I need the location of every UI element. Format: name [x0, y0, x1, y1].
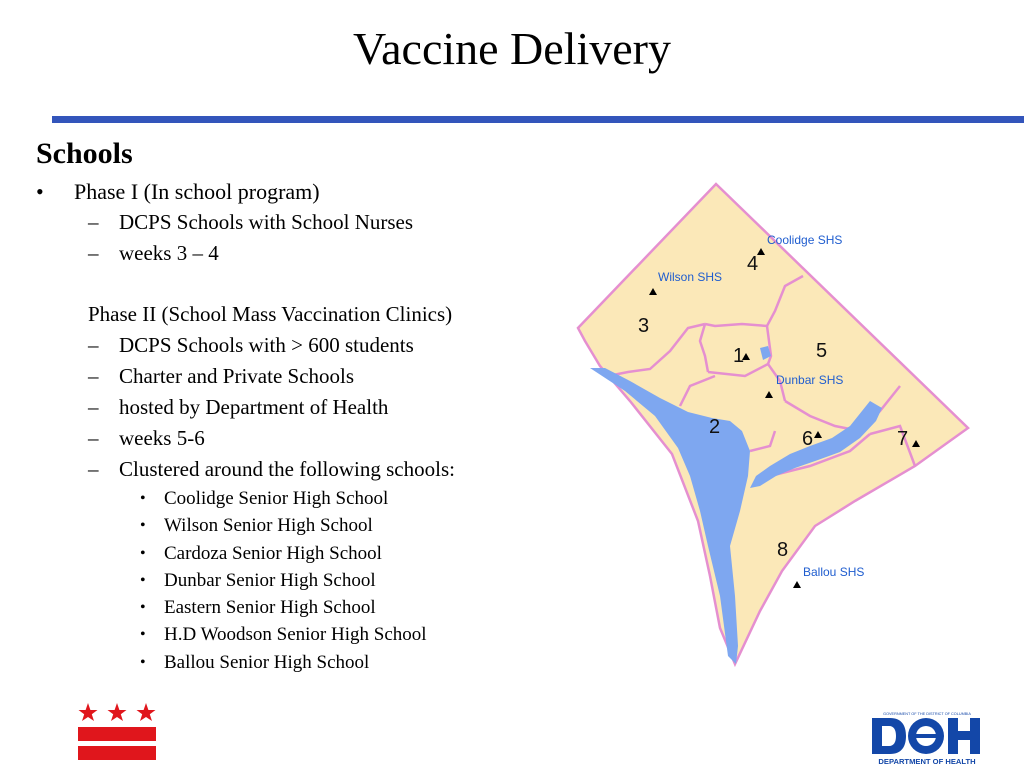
ward-label: 8 — [777, 539, 789, 561]
school-name: Coolidge Senior High School — [164, 488, 389, 509]
ward-label: 6 — [802, 428, 814, 450]
school-map-label: Dunbar SHS — [776, 373, 844, 387]
phase2-subitem-text: Clustered around the following schools: — [119, 457, 455, 481]
dash-mark: – — [88, 457, 99, 481]
phase1-subitem-text: DCPS Schools with School Nurses — [119, 210, 414, 234]
bullet-mark: • — [140, 599, 146, 617]
school-marker-icon — [793, 581, 801, 588]
bullet-mark: • — [140, 517, 146, 535]
dc-outline — [578, 184, 968, 664]
school-name: H.D Woodson Senior High School — [164, 624, 427, 646]
ward-label: 1 — [733, 345, 745, 367]
dash-mark: – — [88, 333, 99, 357]
school-name: Dunbar Senior High School — [164, 569, 376, 591]
ward-label: 7 — [897, 428, 909, 450]
phase1-item — [36, 177, 576, 207]
school-item — [36, 621, 576, 648]
school-item — [36, 485, 576, 512]
doh-logo — [868, 710, 986, 768]
bullet-mark: • — [140, 626, 146, 644]
phase2-subitem — [36, 423, 576, 454]
dash-mark: – — [88, 210, 99, 234]
school-map-label: Coolidge SHS — [767, 233, 843, 247]
phase1-subitem-text: weeks 3 – 4 — [119, 241, 219, 265]
phase2-subitem-text: weeks 5-6 — [119, 426, 205, 450]
phase1-label: Phase I (In school program) — [74, 179, 320, 204]
bullet-mark: • — [140, 653, 146, 671]
flag-star-icon — [108, 703, 127, 721]
phase2-subitem — [36, 330, 576, 361]
phase2-subitem-text: DCPS Schools with > 600 students — [119, 333, 414, 357]
phase2-subitem — [36, 454, 576, 485]
doh-logo-caption: DEPARTMENT OF HEALTH — [878, 757, 976, 766]
flag-bar — [78, 746, 156, 760]
phase2-subitem — [36, 361, 576, 392]
bullet-mark: • — [36, 179, 44, 204]
school-item — [36, 649, 576, 676]
ward-label: 2 — [709, 416, 721, 438]
bullet-mark: • — [140, 571, 146, 589]
slide-content — [36, 137, 576, 676]
doh-letter-h — [948, 718, 980, 754]
ward-label: 4 — [747, 253, 759, 275]
school-item — [36, 594, 576, 621]
ward-label: 3 — [638, 315, 650, 337]
phase1-subitem — [36, 207, 576, 238]
phase2-label: Phase II (School Mass Vaccination Clinics) — [88, 302, 453, 326]
school-name: Wilson Senior High School — [164, 515, 373, 537]
school-map-label: Wilson SHS — [658, 270, 723, 284]
slide-title: Vaccine Delivery — [352, 23, 671, 74]
school-name: Cardoza Senior High School — [164, 542, 382, 564]
phase2-subitem-text: Charter and Private Schools — [119, 364, 355, 388]
doh-logo-tagline: GOVERNMENT OF THE DISTRICT OF COLUMBIA — [883, 712, 971, 716]
dash-mark: – — [88, 395, 99, 419]
school-item — [36, 540, 576, 567]
title-divider — [52, 116, 1024, 123]
school-item — [36, 512, 576, 539]
ward-label: 5 — [816, 340, 828, 362]
dash-mark: – — [88, 241, 99, 265]
bullet-mark: • — [140, 490, 146, 507]
school-item — [36, 567, 576, 594]
school-name: Eastern Senior High School — [164, 597, 376, 619]
phase2-subitem-text: hosted by Department of Health — [119, 395, 389, 419]
dc-ward-map — [570, 176, 980, 676]
flag-bar — [78, 727, 156, 741]
phase1-subitem — [36, 238, 576, 269]
flag-star-icon — [137, 703, 156, 721]
dash-mark: – — [88, 426, 99, 450]
school-map-label: Ballou SHS — [803, 565, 865, 579]
phase2-subitem — [36, 392, 576, 423]
dash-mark: – — [88, 364, 99, 388]
flag-star-icon — [79, 703, 98, 721]
bullet-mark: • — [140, 544, 146, 562]
dc-flag-logo — [78, 700, 156, 762]
section-heading: Schools — [36, 137, 133, 170]
doh-letter-d — [872, 718, 906, 754]
school-name: Ballou Senior High School — [164, 651, 370, 673]
